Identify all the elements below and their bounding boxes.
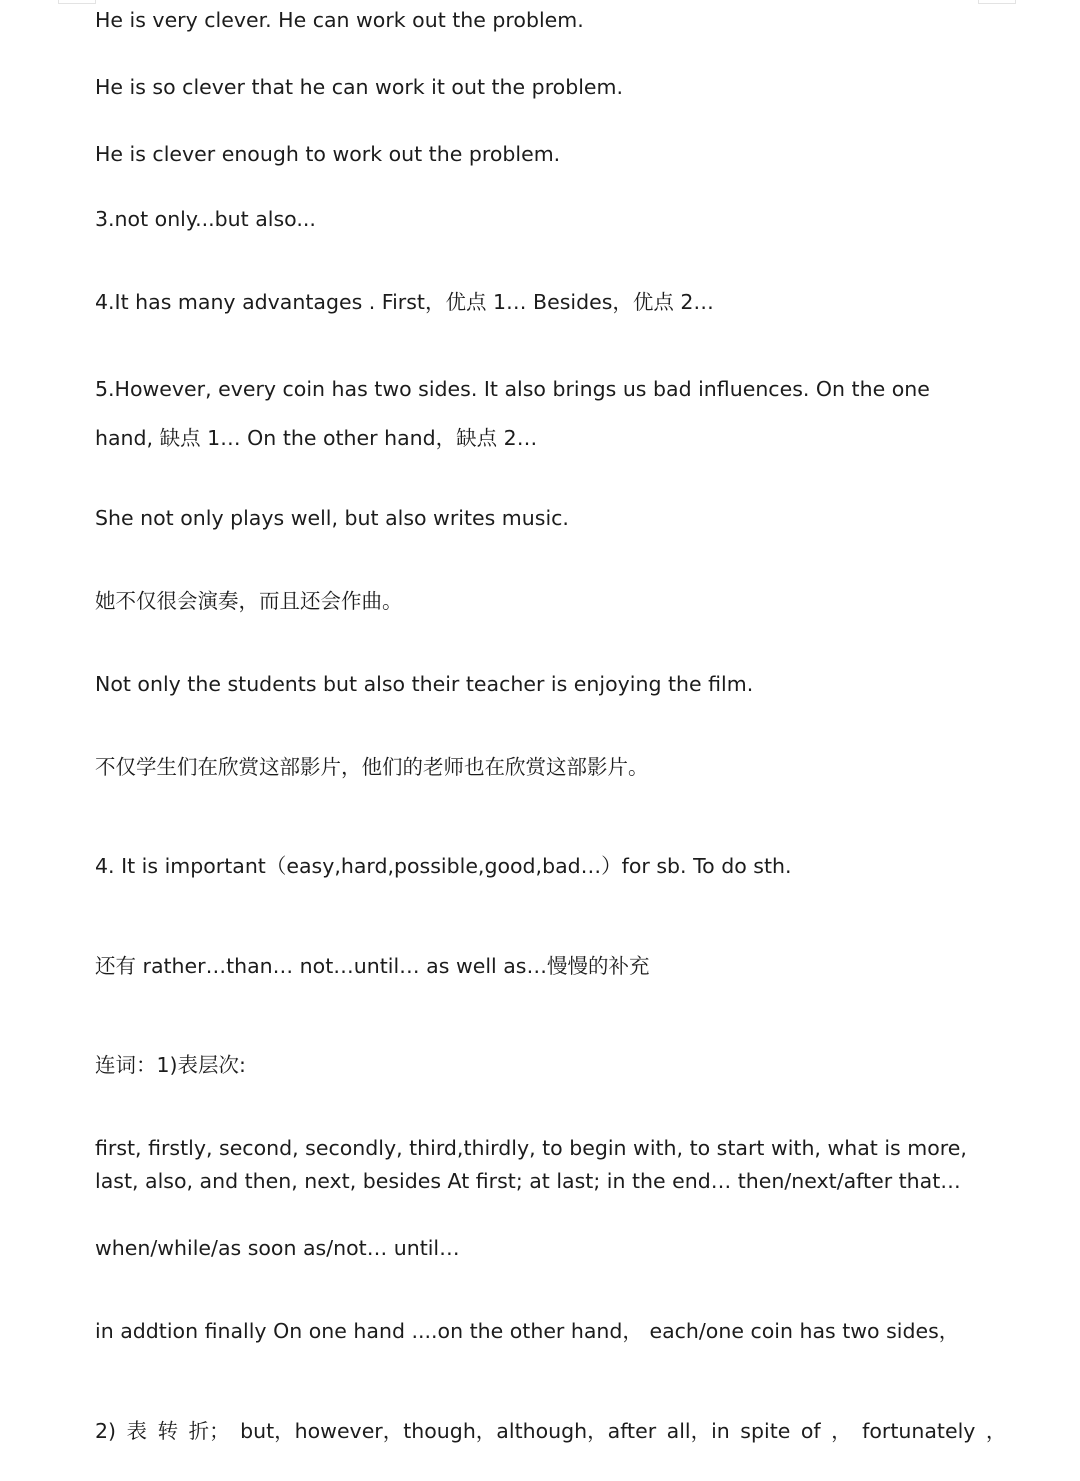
text-paragraph: 5.However, every coin has two sides. It also brings us bad influences. On the one hand, 缺点 1… On the other hand，缺点 2… [95,377,930,450]
text-line: 4.It has many advantages . First，优点 1… Besides，优点 2… [95,290,714,314]
page-corner-mark-right [978,0,1016,4]
text-line: 3.not only...but also... [95,207,316,231]
page-corner-mark-left [58,0,96,4]
text-line: 还有 rather…than… not…until… as well as…慢慢的补充 [95,954,650,978]
text-line: when/while/as soon as/not… until… [95,1236,460,1260]
text-paragraph: first, firstly, second, secondly, third,thirdly, to begin with, to start with, what is more, last, also, and then, next, besides At first; at last; in the end… then/next/after that… [95,1136,967,1193]
text-line: He is very clever. He can work out the problem. [95,8,584,32]
text-line: in addtion finally On one hand ....on the other hand， each/one coin has two sides， [95,1319,960,1343]
text-line: She not only plays well, but also writes music. [95,506,569,530]
text-line: 连词：1)表层次: [95,1053,246,1077]
text-line: 她不仅很会演奏，而且还会作曲。 [95,589,403,613]
text-line: He is so clever that he can work it out the problem. [95,75,624,99]
text-line: Not only the students but also their teacher is enjoying the film. [95,672,754,696]
text-line: 4. It is important（easy,hard,possible,good,bad…）for sb. To do sth. [95,854,792,878]
text-line: He is clever enough to work out the problem. [95,142,561,166]
text-line: 不仅学生们在欣赏这部影片，他们的老师也在欣赏这部影片。 [95,755,649,779]
text-line: 2) 表 转 折； but，however，though，although，after all，in spite of ， fortunately ， [95,1419,1007,1443]
